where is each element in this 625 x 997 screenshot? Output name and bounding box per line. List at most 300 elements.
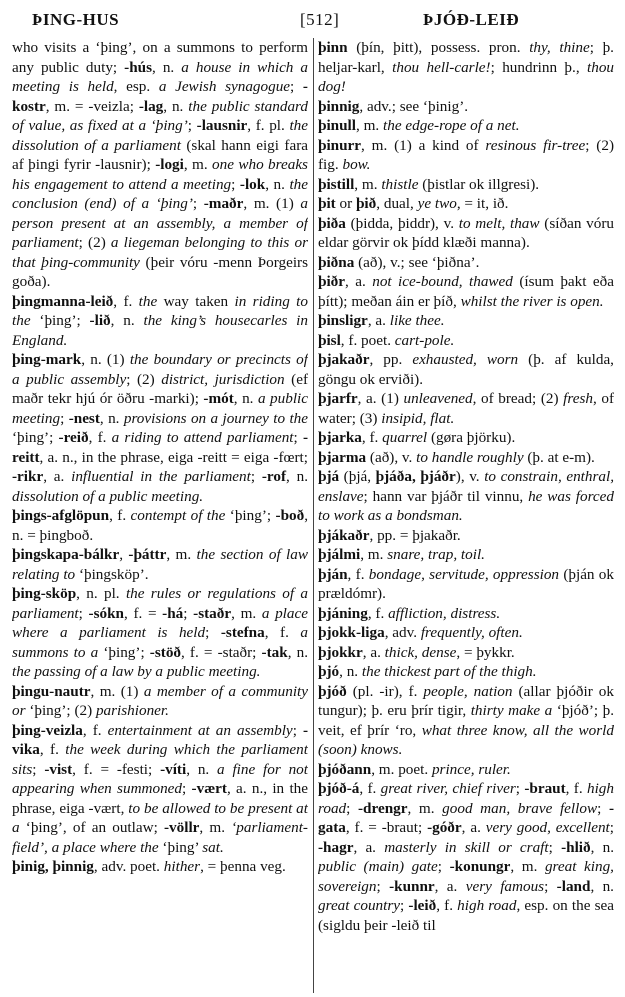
entry-text: , f. (39, 741, 66, 758)
definition: insipid, flat. (381, 409, 455, 427)
headword: þjarka (318, 429, 362, 446)
headword: -há (162, 604, 184, 622)
entry-text: , a. n., in the phrase, eiga -vært, (12, 780, 308, 817)
entry-text: ), v. (455, 468, 485, 485)
entry-text: , m. (199, 819, 232, 836)
definition: bow. (342, 156, 371, 173)
entry-text: ; (205, 624, 221, 641)
entry-text: ‘þing’; (30, 312, 90, 329)
column-divider (313, 38, 314, 993)
headword: -hús (124, 58, 153, 76)
definition: prince, ruler. (431, 760, 511, 778)
headword: þjarma (318, 448, 367, 466)
dictionary-entry (12, 545, 308, 584)
definition: district, jurisdiction (161, 370, 285, 388)
definition: the king’s housecarles in England. (12, 312, 308, 349)
dictionary-entry (318, 565, 614, 604)
headword: -vært (191, 780, 227, 797)
headword: -boð (275, 507, 305, 524)
headword: -logi (155, 156, 184, 173)
headword: -lið (89, 312, 111, 329)
definition: the passing of a law by a public meeting. (12, 663, 261, 680)
entry-text: , n. (590, 877, 614, 895)
definition: the public standard of value, as fixed at a ‘þing’ (12, 97, 308, 134)
headword: þjarfr (318, 390, 358, 407)
entry-text: , esp. (113, 78, 159, 95)
definition: thistle (381, 175, 419, 193)
entry-text: , of bread; (2) (472, 390, 564, 407)
definition: parishioner. (95, 702, 169, 719)
headword: -reitt (12, 429, 308, 466)
entry-text: (síðan vóru eldar görvir ok þídd klæði manna). (318, 214, 614, 251)
headword: þiðr (318, 273, 346, 290)
entry-text: or (335, 195, 356, 212)
dictionary-entry (318, 331, 614, 351)
definition: thou dog! (318, 58, 614, 95)
dictionary-entry (318, 428, 614, 448)
entry-text: , m. (183, 156, 213, 173)
entry-text: , n. (286, 468, 308, 485)
dictionary-entry (318, 662, 614, 682)
entry-text: , n. (163, 97, 189, 115)
entry-text: ‘þjóð’; þ. veit, ef þrír ‘ro, (318, 702, 614, 739)
headword: þjokk-liga (318, 624, 385, 641)
headword: -staðr (193, 604, 232, 622)
headword: þjóðann (318, 760, 372, 778)
definition: a Jewish synagogue (158, 78, 291, 95)
definition: the conclusion (end) of a ‘þing’ (12, 175, 308, 212)
headword: -leið (408, 897, 437, 914)
headword: þinsligr (318, 312, 368, 329)
definition: resinous fir-tree (485, 136, 586, 154)
headword: þjokkr (318, 643, 363, 661)
definition: a person present at an assembly, a member of parliament (12, 195, 308, 251)
dictionary-entry (318, 389, 614, 428)
headword: -gata (318, 799, 614, 836)
entry-text: , pp. = þjakaðr. (369, 526, 461, 544)
entry-text: ‘þing’ (158, 838, 203, 856)
headword: -völlr (163, 819, 200, 836)
definition: thick, dense (384, 643, 457, 661)
entry-text: (þistlar ok illgresi). (418, 175, 540, 193)
dictionary-entry (318, 779, 614, 935)
headword: -land (556, 877, 591, 895)
definition: fresh (563, 390, 593, 407)
entry-text: (ef maðr tekr hjú ór öðru -marki); (12, 370, 308, 407)
definition: he was forced to work as a bondsman. (318, 487, 614, 524)
entry-text: , f. (347, 565, 369, 583)
entry-text: (þeir vóru -menn Þorgeirs goða). (12, 253, 308, 290)
headword: -lok (239, 175, 266, 193)
definition: to be allowed to be present at a (12, 799, 308, 836)
dictionary-entry (318, 643, 614, 663)
headword: þjálmi (318, 546, 361, 563)
entry-text: , f. (436, 897, 458, 914)
entry-text: ; (609, 819, 614, 836)
definition: the dissolution of a parliament (12, 117, 308, 154)
entry-text: ; (78, 604, 89, 622)
definition: thou hell-carle! (392, 58, 491, 76)
definition: a riding to attend parliament (111, 429, 294, 446)
entry-text: ; (376, 877, 390, 895)
definition: ‘parliament-field’, a place where the (12, 819, 308, 856)
columns (12, 38, 614, 993)
entry-text: , f. (113, 292, 139, 310)
entry-text: ‘þing’; (2) (25, 702, 96, 719)
definition: a liegeman belonging to this or that þing-community (12, 234, 308, 271)
dictionary-entry (12, 584, 308, 682)
headword: þistill (318, 175, 355, 193)
entry-text: , f. (88, 429, 112, 446)
definition: quarrel (382, 429, 428, 446)
entry-text: , n. (1) (81, 351, 130, 368)
dictionary-entry (12, 721, 308, 858)
right-column (318, 38, 614, 993)
header-right-guideword: ÞJÓÐ-LEIÐ (423, 10, 520, 29)
entry-text: , f. (565, 780, 587, 797)
headword: þjakaðr (318, 351, 370, 368)
left-column (12, 38, 308, 993)
definition: thirty make a (470, 702, 553, 719)
entry-text: , = it, ið. (456, 195, 509, 212)
definition: unleavened (403, 390, 473, 407)
entry-text: , f. = -staðr; (181, 643, 262, 661)
entry-text: (að), v. (366, 448, 417, 466)
headword: -konungr (449, 858, 511, 875)
dictionary-entry (318, 38, 614, 97)
headword: þjáning (318, 604, 368, 622)
headword: -hlið (561, 838, 591, 856)
dictionary-entry (318, 467, 614, 526)
entry-text: ; (437, 858, 450, 875)
headword: -sókn (88, 604, 124, 622)
definition: to melt, thaw (458, 214, 540, 232)
entry-text: ‘þing’; (98, 643, 150, 661)
headword: þing-veizla (12, 721, 83, 739)
entry-text: , a. (353, 838, 385, 856)
entry-text: , m. (356, 117, 384, 134)
definition: to handle roughly (416, 448, 524, 466)
definition: a public meeting (12, 390, 308, 427)
entry-text: , a. (367, 312, 390, 329)
definition: the thickest part of the thigh. (361, 663, 537, 680)
entry-text: , f. = -braut; (345, 819, 428, 836)
headword: -rof (261, 468, 287, 485)
dictionary-entry (318, 253, 614, 273)
entry-text: , m. (231, 604, 262, 622)
definition: in riding to the (12, 292, 308, 329)
entry-text: , pp. (369, 351, 413, 368)
headword: þjóð (318, 682, 347, 700)
entry-text: , n. (590, 838, 614, 856)
definition: bondage, servitude, oppression (368, 565, 560, 583)
definition: great country (318, 897, 401, 914)
entry-text: ; (60, 409, 69, 427)
definition: a house in which a meeting is held (12, 58, 308, 95)
entry-text: , esp. on the sea (sigldu þeir -leið til (318, 897, 614, 934)
entry-text: , = þenna veg. (200, 858, 286, 875)
headword: þinnig (318, 97, 360, 115)
dictionary-entry (318, 311, 614, 331)
entry-text: ; (183, 604, 194, 622)
entry-text: , n. (233, 390, 258, 407)
entry-text: , m. (1) (90, 682, 144, 700)
dictionary-entry (12, 38, 308, 292)
entry-text: , adv.; see ‘þinig’. (359, 97, 469, 115)
headword: þiðna (318, 253, 355, 271)
headword: þings-afglöpun (12, 507, 110, 524)
definition: influential in the parliament (71, 468, 251, 485)
entry-text: (allar þjóðir ok tungur); þ. eru þrír tigir, (318, 682, 614, 719)
headword: þjá (318, 468, 340, 485)
headword: þjákaðr (318, 526, 370, 544)
entry-text: , n. pl. (76, 585, 126, 602)
headword: þiða (318, 214, 346, 232)
entry-text: ‘þingsköp’. (75, 565, 149, 583)
entry-text: ; þ. heljar-karl, (318, 39, 614, 76)
entry-text: way taken (157, 292, 235, 310)
entry-text: (þján ok prældómr). (318, 565, 614, 602)
entry-text: , f. pl. (247, 117, 290, 134)
entry-text: , m. (1) (243, 195, 301, 212)
headword: þingskapa-bálkr (12, 546, 120, 563)
entry-text: (skal hann eigi fara af þingi fyrir -lausnir); (12, 136, 308, 173)
entry-text: , m. (510, 858, 545, 875)
entry-text: , f. = (124, 604, 163, 622)
definition: ye two (417, 195, 457, 212)
definition: affliction, distress. (388, 604, 501, 622)
entry-text: ; (515, 780, 525, 797)
headword: þið (355, 195, 377, 212)
definition: thy, thine (529, 39, 590, 56)
entry-text: , = þykkr. (456, 643, 515, 661)
definition: exhausted, worn (412, 351, 519, 368)
entry-text: ; (231, 175, 240, 193)
definition: snare, trap, toil. (387, 546, 485, 563)
headword: -kunnr (389, 877, 435, 895)
definition: hither (163, 858, 201, 875)
headword: -reið (58, 429, 89, 446)
headword: -stöð (149, 643, 182, 661)
entry-text: , f. (82, 721, 108, 739)
headword: þingmanna-leið (12, 292, 114, 310)
entry-text: , a. (461, 819, 486, 836)
entry-text: , a. (362, 643, 385, 661)
entry-text: , a. (1) (357, 390, 404, 407)
definition: people, nation (423, 682, 513, 700)
entry-text: ; (2) fig. (318, 136, 614, 173)
definition: good man, brave fellow (442, 799, 598, 817)
entry-text: ; (192, 195, 204, 212)
headword: þingu-nautr (12, 682, 91, 700)
dictionary-entry (318, 526, 614, 546)
dictionary-entry (318, 97, 614, 117)
dictionary-entry (318, 136, 614, 175)
entry-text: (pl. -ir), f. (346, 682, 424, 700)
dictionary-entry (12, 350, 308, 506)
headword: þján (318, 565, 348, 583)
entry-text: , m. poet. (371, 760, 432, 778)
page-header (10, 6, 617, 32)
definition: a member of a community or (12, 682, 308, 719)
definition: a fine for not appearing when summoned (12, 760, 308, 797)
dictionary-entry (12, 506, 308, 545)
entry-text: ; (544, 877, 557, 895)
headword: þing-sköp (12, 585, 77, 602)
dictionary-entry (12, 292, 308, 351)
entry-text: (þjá, (339, 468, 376, 485)
entry-text: , a. (434, 877, 466, 895)
entry-text: (þ. at e-m). (523, 448, 595, 466)
definition: great king, sovereign (318, 858, 614, 895)
entry-text: (að), v.; see ‘þiðna’. (354, 253, 480, 271)
entry-text: ‘þing’; (12, 429, 59, 446)
entry-text: , m. = -veizla; (45, 97, 139, 115)
entry-text: , f. (359, 780, 381, 797)
entry-text: , n. (110, 312, 144, 329)
headword: þjáða, þjáðr (375, 468, 456, 485)
headword: -lag (138, 97, 164, 115)
entry-text: who visits a ‘þing’, on a summons to perform any public duty; (12, 39, 308, 76)
definition: the boundary or precincts of a public assembly (12, 351, 308, 388)
definition: like thee. (389, 312, 445, 329)
definition: public (main) gate (318, 858, 438, 875)
dictionary-entry (318, 194, 614, 214)
dictionary-entry (318, 272, 614, 311)
entry-text: (gøra þjörku). (427, 429, 516, 446)
entry-text: , n. (99, 409, 124, 427)
entry-text: ; (293, 429, 303, 446)
headword: þinurr (318, 136, 362, 154)
entry-text: ‘þing’; (225, 507, 276, 524)
entry-text: , (119, 546, 129, 563)
entry-text: ; (346, 799, 358, 817)
definition: not ice-bound, thawed (372, 273, 513, 290)
dictionary-entry (318, 604, 614, 624)
headword: -stefna (220, 624, 265, 641)
entry-text: ‘þing’, of an outlaw; (19, 819, 164, 836)
entry-text: , dual, (376, 195, 418, 212)
entry-text: , f. (109, 507, 131, 524)
headword: -vist (44, 760, 73, 778)
definition: very good, excellent (485, 819, 610, 836)
definition: the (138, 292, 158, 310)
headword: þing-mark (12, 351, 82, 368)
entry-text: ; (292, 721, 303, 739)
entry-text: , f. = -festi; (72, 760, 161, 778)
page-number: [512] (300, 10, 340, 29)
definition: whilst the river is open. (460, 292, 604, 310)
definition: a place where a parliament is held (12, 604, 308, 641)
entry-text: , n. (265, 175, 290, 193)
entry-text: ; hundrinn þ., (490, 58, 587, 76)
headword: -tak (261, 643, 288, 661)
entry-text: ; (2) (126, 370, 162, 388)
entry-text: ; (2) (78, 234, 111, 251)
entry-text: , adv. poet. (93, 858, 164, 875)
definition: provisions on a journey to the (123, 409, 308, 427)
dictionary-entry (318, 350, 614, 389)
entry-text: , m. (1) a kind of (361, 136, 486, 154)
entry-text: (þín, þitt), possess. pron. (347, 39, 530, 56)
entry-text: ; (32, 760, 45, 778)
dictionary-entry (318, 682, 614, 760)
entry-text: , f. (367, 604, 389, 622)
headword: -lausnir (196, 117, 248, 134)
entry-text: , m. (360, 546, 388, 563)
definition: the week during which the parliament sits (12, 741, 308, 778)
entry-text: ; (290, 78, 303, 95)
headword: -drengr (358, 799, 408, 817)
definition: the edge-rope of a net. (383, 117, 520, 134)
dictionary-entry (12, 857, 308, 877)
definition: to constrain, enthral, enslave (318, 468, 614, 505)
entry-text: , f. poet. (340, 331, 395, 349)
dictionary-entry (318, 175, 614, 195)
entry-text: , n. (287, 643, 308, 661)
entry-text: , m. (407, 799, 443, 817)
entry-text: , of water; (3) (318, 390, 614, 427)
definition: one who breaks his engagement to attend a meeting (12, 156, 308, 193)
entry-text: ; hann var þjáðr til vinnu, (363, 487, 529, 505)
dictionary-entry (318, 760, 614, 780)
headword: -hagr (318, 838, 354, 856)
definition: what three know, all the world (soon) knows. (318, 721, 614, 758)
entry-text: , a. n., in the phrase, eiga -reitt = eiga -fœrt; (39, 448, 308, 466)
definition: frequently, often. (420, 624, 523, 641)
definition: cart-pole. (394, 331, 455, 349)
entry-text: ; (250, 468, 262, 485)
entry-text: , n. = þingboð. (12, 507, 308, 544)
headword: -rikr (12, 468, 44, 485)
headword: -mót (203, 390, 234, 407)
entry-text: , a. (43, 468, 72, 485)
entry-text: (ísum þakt eða þítt); meðan áin er þíð, (318, 273, 614, 310)
entry-text: , n. (152, 58, 182, 76)
entry-text: , f. (361, 429, 383, 446)
definition: a summons to a (12, 624, 308, 661)
definition: high road (318, 780, 614, 817)
dictionary-entry (318, 545, 614, 565)
headword: þinn (318, 39, 348, 56)
entry-text: , f. (264, 624, 301, 641)
headword: þit (318, 195, 336, 212)
entry-text: , adv. (384, 624, 421, 641)
definition: the rules or regulations of a parliament (12, 585, 308, 622)
entry-text: , n. (339, 663, 362, 680)
definition: great river, chief river (380, 780, 516, 797)
dictionary-entry (318, 116, 614, 136)
definition: high road (457, 897, 517, 914)
definition: dissolution of a public meeting. (12, 487, 204, 505)
entry-text: (þ. af kulda, göngu ok erviði). (318, 351, 614, 388)
headword: -þáttr (128, 546, 167, 563)
dictionary-entry (318, 623, 614, 643)
entry-text: ; (597, 799, 609, 817)
headword: -góðr (427, 819, 462, 836)
entry-text: ; (182, 780, 192, 797)
dictionary-entry (12, 682, 308, 721)
definition: entertainment at an assembly (107, 721, 293, 739)
headword: -maðr (203, 195, 244, 212)
entry-text: ; (187, 117, 197, 134)
dictionary-entry (318, 448, 614, 468)
entry-text: ; (548, 838, 562, 856)
definition: very famous (465, 877, 545, 895)
headword: þjóð-á (318, 780, 360, 797)
headword: -braut (524, 780, 566, 797)
headword: -kostr (12, 78, 308, 115)
